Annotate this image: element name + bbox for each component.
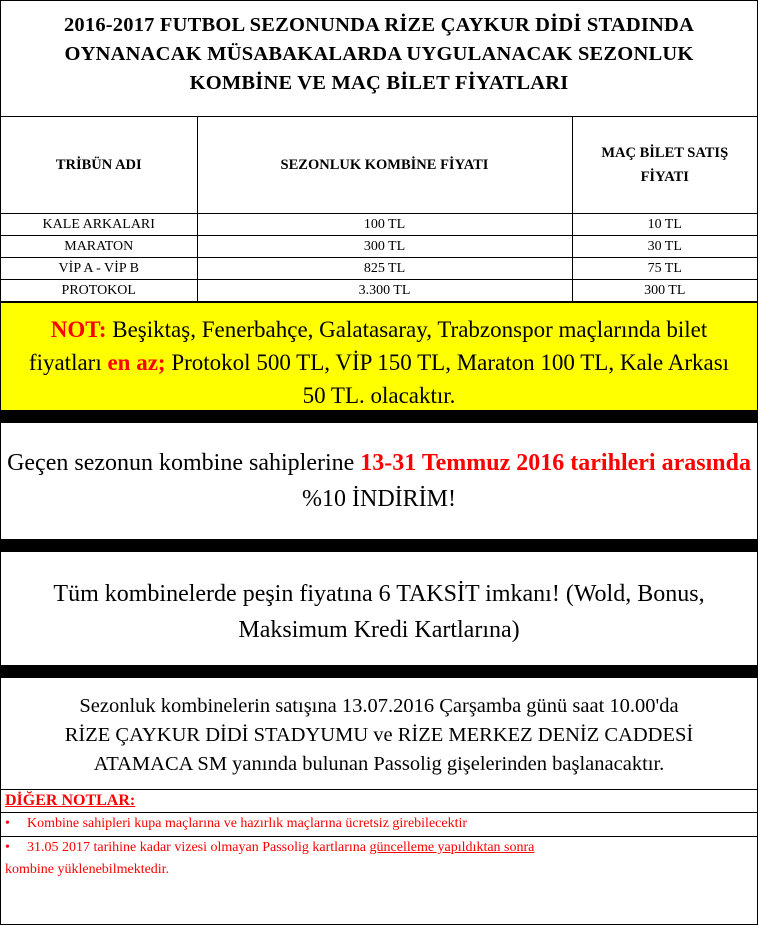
- table-row: [1, 214, 757, 236]
- divider-bar: [1, 665, 757, 678]
- table-header-row: [1, 117, 757, 214]
- installment-text: Tüm kombinelerde peşin fiyatına 6 TAKSİT imkanı! (Wold, Bonus, Maksimum Kredi Kartlarına): [53, 581, 705, 643]
- note-highlight: en az;: [107, 350, 166, 375]
- match-price: 75 TL: [572, 258, 757, 280]
- sales-line-2: RİZE ÇAYKUR DİDİ STADYUMU ve RİZE MERKEZ DENİZ CADDESİ: [64, 724, 694, 746]
- title-line-1: 2016-2017 FUTBOL SEZONUNDA RİZE ÇAYKUR DİDİ STADINDA: [63, 14, 695, 36]
- tribune-name: MARATON: [1, 236, 197, 258]
- divider-bar: [1, 539, 757, 552]
- other-note-2-cont: kombine yüklenebilmektedir.: [5, 862, 170, 877]
- header-match-price-line1: MAÇ BİLET SATIŞ: [601, 145, 729, 161]
- note-text-2: Protokol 500 TL, VİP 150 TL, Maraton 100 TL, Kale Arkası 50 TL. olacaktır.: [165, 350, 730, 408]
- sales-line-1: Sezonluk kombinelerin satışına 13.07.2016 Çarşamba günü saat 10.00'da: [79, 695, 679, 717]
- season-price: 3.300 TL: [197, 280, 572, 302]
- header-match-price: [572, 117, 757, 214]
- table-row: [1, 280, 757, 302]
- tribune-name: PROTOKOL: [1, 280, 197, 302]
- other-note-2-underlined: güncelleme yapıldıktan sonra: [369, 840, 535, 855]
- title-line-3: KOMBİNE VE MAÇ BİLET FİYATLARI: [189, 72, 569, 94]
- other-notes-title: DİĞER NOTLAR:: [1, 790, 757, 813]
- season-price: 100 TL: [197, 214, 572, 236]
- table-row: [1, 236, 757, 258]
- list-item: [1, 837, 757, 881]
- discount-notice: [1, 423, 757, 539]
- sales-line-3: ATAMACA SM yanında bulunan Passolig gişelerinden başlanacaktır.: [93, 753, 665, 775]
- table-row: [1, 258, 757, 280]
- match-price: 30 TL: [572, 236, 757, 258]
- price-table: [1, 117, 757, 302]
- sales-start-notice: [1, 678, 757, 790]
- header-match-price-line2: FİYATI: [640, 169, 689, 185]
- bullet-icon: •: [5, 840, 10, 855]
- list-item: [1, 813, 757, 837]
- title-line-2: OYNANACAK MÜSABAKALARDA UYGULANACAK SEZONLUK: [64, 43, 694, 65]
- season-price: 825 TL: [197, 258, 572, 280]
- bullet-icon: •: [5, 816, 10, 831]
- tribune-name: KALE ARKALARI: [1, 214, 197, 236]
- season-price: 300 TL: [197, 236, 572, 258]
- tribune-name: VİP A - VİP B: [1, 258, 197, 280]
- other-note-1: Kombine sahipleri kupa maçlarına ve hazırlık maçlarına ücretsiz girebilecektir: [27, 816, 468, 831]
- note-label: NOT:: [50, 317, 107, 342]
- note-text-1: Beşiktaş, Fenerbahçe, Galatasaray, Trabzonspor maçlarında bilet fiyatları: [28, 317, 708, 375]
- derby-price-note: [1, 302, 757, 410]
- header-season-price: SEZONLUK KOMBİNE FİYATI: [197, 117, 572, 214]
- installment-notice: [1, 552, 757, 665]
- discount-text-2: %10 İNDİRİM!: [302, 486, 456, 512]
- match-price: 300 TL: [572, 280, 757, 302]
- discount-text-1: Geçen sezonun kombine sahiplerine: [7, 450, 361, 476]
- page-title: [1, 1, 757, 117]
- other-note-2-text: 31.05 2017 tarihine kadar vizesi olmayan Passolig kartlarına: [27, 840, 370, 855]
- header-tribune: TRİBÜN ADI: [1, 117, 197, 214]
- match-price: 10 TL: [572, 214, 757, 236]
- discount-highlight: 13-31 Temmuz 2016 tarihleri arasında: [360, 450, 751, 476]
